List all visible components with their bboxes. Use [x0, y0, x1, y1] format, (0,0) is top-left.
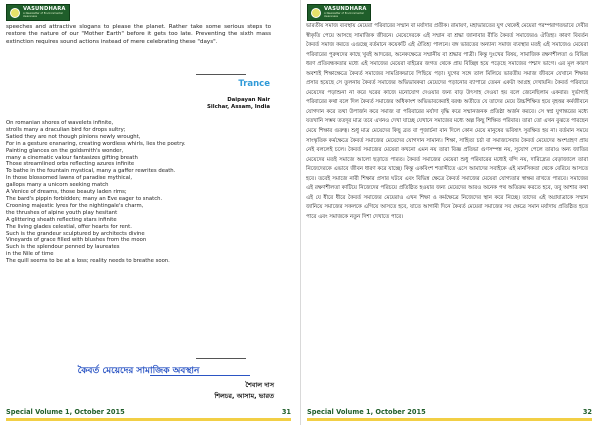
article-title-underline — [150, 375, 250, 376]
poem-line: The quill seems to be at a loss; reality needs to breathe soon. — [6, 258, 170, 265]
poem-line: gallops many a unicorn seeking match — [6, 182, 109, 189]
footer-right — [307, 407, 592, 421]
article-title: কৈবর্ত মেয়েদের সামাজিক অবস্থান — [77, 366, 200, 376]
poem-line: On romanian shores of wavelets infinite, — [6, 120, 114, 126]
poem-line: strolls many a draculian bird for drops sultry; — [6, 126, 126, 133]
divider-rule — [196, 74, 246, 75]
globe-logo-icon — [10, 8, 20, 18]
masthead-text — [324, 7, 370, 18]
poem-line: in the Nile of time — [6, 251, 54, 258]
poem-body — [6, 120, 276, 265]
poem-byline — [8, 97, 270, 111]
masthead-right — [307, 4, 371, 21]
poem-line: A glittering sheath reflecting stars infinite — [6, 216, 117, 223]
poem-line: many a cinematic valour fantasizes gifting breath — [6, 154, 138, 161]
masthead-subtitle: A Newsletter of Environmental Awareness — [324, 12, 364, 18]
footer-volume: Special Volume 1, October 2015 — [6, 408, 125, 416]
footer-left — [6, 407, 291, 421]
poem-line: In those blossomed lawns of paradise mythical, — [6, 175, 133, 182]
page-number: 32 — [582, 408, 592, 416]
masthead-title: VASUNDHARA — [23, 5, 66, 12]
poem-line: Crooning majestic lyres for the nightingale's charm, — [6, 202, 144, 209]
poem-line: Satied they are not though pinions newly wrought, — [6, 133, 141, 140]
article-place: শিলচর, আসাম, ভারত — [214, 392, 274, 400]
globe-logo-icon — [311, 8, 321, 18]
masthead-text — [23, 7, 69, 18]
page-number: 31 — [281, 408, 291, 416]
poem-title: Trance — [238, 79, 270, 89]
poem-line: The living glades celestial, offer hearts for rent. — [6, 223, 132, 230]
masthead-title: VASUNDHARA — [324, 5, 367, 12]
poem-line: the thrushes of alpine youth play hesitant — [6, 209, 118, 216]
poem-line: The bard's pippin forbidden; many an Eve eager to snatch. — [6, 195, 163, 202]
masthead-subtitle: A Newsletter of Environmental Awareness — [23, 12, 63, 18]
poem-line: Such is the splendour penned by laureates — [6, 244, 120, 251]
poem-author: Daipayan Nair — [227, 97, 270, 103]
poem-line: Painting glances on the goldsmith's wonder, — [6, 147, 124, 154]
footer-volume: Special Volume 1, October 2015 — [307, 408, 426, 416]
poem-line: Vineyards of grace filled with blushes from the moon — [6, 237, 147, 244]
poem-line: A Venice of dreams, those beauty laden rims; — [6, 189, 127, 196]
poem-line: Such is the grandeur sculptured by architects divine — [6, 230, 145, 237]
masthead-left — [6, 4, 70, 21]
poem-line: For in a gesture ensnaring, creating wordless whirls, lies the poetry. — [6, 140, 186, 147]
article-body: ভারতীয় সমাজ ব্যবস্থায় মেয়েরা পরিবারের সম্মান বা মর্যাদার প্রতীক। রামায়ণ, মহাভারতের যুগ থেকেই মেয়েরা পরম্পরাগতভাবে দেবীর স্বীকৃতি পেয়ে আসছে সামাজিক জীবনে। মেয়েদেরকে এই সম্মান বা শ্রদ্ধা জানাবার রীতি কৈবর্ত সমাজেরও ঐতিহ্য। কারণ বিবর্তন কৈবর্ত সমাজ করতে এগুচ্ছে বর্তমানে কয়েকটি এই ঐতিহ্য পালনে। বঙ্গ ভারতের অন্যান্য সমাজ ব্যবস্থার মতই এই সমাজেও মেয়েরা পরিবারের পুরুষদের কাছে খুবই আদরের, অনেকক্ষেত্রে সম্মানীয় বা শ্রদ্ধার পাত্রী। কিন্তু দুঃখের বিষয়, সামাজিক রক্ষণশীলতা ও বিভিন্ন ধরণ প্রতিবন্ধকতার মধ্যে এই সমাজের মেয়েরা বাইরের জগত থেকে প্রায় বিচ্ছিন্ন হয়ে পড়েছে সমাজের পশ্চাদ ভাগে। এর মূল কারণ অবশ্যই শিক্ষাক্ষেত্রে কৈবর্ত সমাজের সামগ্রিকভাবে পিছিয়ে পড়া। যুগের সঙ্গে তাল মিলিয়ে ভারতীয় সমাজ জীবনে যেখানে শিক্ষার প্রসার হয়েছে সে তুলনায় কৈবর্ত সমাজের অভিভাবকরা মেয়েদের পড়ানোর ব্যাপারে তেমন একটা আগ্রহ দেখায়নি। কৈবর্ত পরিবারে মেয়েদের পড়াশুনা না করে ঘরের কাজে মনোযোগ দেওয়ার জন্য বাড় উৎসাহ দেওয়া হয় বলে জেনেছিলাম একবার। দুর্ভাগ্যই পরিবারের কথা বলে দিল কৈবর্ত সমাজের অধিকাংশ অভিভাবকেরাই বরঞ্চ অতীতে যে তাদের মেয়ে উচ্চশিক্ষিত হয়ে বৃহত্তর কর্মজীবনে যোগদান করে তথা উপার্জন করে সমাজ বা পরিবারের মর্যাদা বৃদ্ধি করে সম্মানজনক প্রতিষ্ঠা অর্জন করবে। সে স্বপ্ন যুগান্তরের মধ্যে যতখানি সম্ভব ততদূর মাত্র তবে এখনও দেখা যাচ্ছে যেখানে সমাজের মধ্যে অল্প কিছু শিক্ষিত পরিবার। তারা তো এখন বুঝতে পারছেন মেয়ে শিক্ষার গুরুত্ব। শুধু মাত্র মেয়েদের কিছু ব্রত বা পূজার্চনা বান দিলে কোন মেয়ে মানুষের ভবিষ্যৎ সুরক্ষিত হয় না। বর্তমান সময়ে সাংস্কৃতিক কর্মক্ষেত্রে কৈবর্ত সমাজের মেয়েদের যোগদান সামান্য। শিক্ষা, সাহিত্য চর্চা বা সমাজসেবায় কৈবর্ত মেয়েদের অংশগ্রহণ প্রায় নেই বললেই চলে। কৈবর্ত সমাজের মেয়েরা কখনো এমন নয় তারা বিজ্ঞ প্রতিভা গুণসম্পন্ন নয়, সুযোগ পেলে তারাও অন্য জাতির মেয়েদের মতই সমাজে আলো ছড়াতে পারত। কৈবর্ত সমাজের মেয়েরা শুধু পরিবারের মধ্যেই বন্দি নয়, দারিদ্র্যের বেড়াজালে তারা নিজেদেরকে এভাবে জীবন ধারণ করে যাচ্ছে। কিন্তু একবিংশ শতাব্দীতে এসে আমাদের সবাইকে এই মানসিকতা থেকে বেরিয়ে আসতে হবে। তবেই সমাজে নারী শিক্ষার প্রসার ঘটবে এবং বিভিন্ন ক্ষেত্রে কৈবর্ত সমাজের মেয়েরা যোগ্যতার স্বাক্ষর রাখতে পারবে। সমাজের এই রক্ষণশীলতা কাটিয়ে নিজেদের পরিচয়ে প্রতিষ্ঠিত হওয়ার জন্য মেয়েদের আরও অনেক পথ অতিক্রম করতে হবে, তবু আশার কথা এই যে ধীরে ধীরে কৈবর্ত সমাজের মেয়েরাও এখন শিক্ষা ও কর্মক্ষেত্রে নিজেদের স্থান করে নিচ্ছে। তাদের এই অগ্রযাত্রাকে সম্মান জানিয়ে সমাজের সকলকে এগিয়ে আসতে হবে, যাতে আগামী দিনে কৈবর্ত মেয়েরা সমাজের সব ক্ষেত্রে সমান মর্যাদায় প্রতিষ্ঠিত হতে পারে এবং সমাজকে নতুন দিশা দেখাতে পারে। — [306, 23, 588, 220]
divider-rule — [196, 358, 246, 359]
poem-line: Those streamlined orbs reflecting azures infinite — [6, 161, 135, 168]
poem-line: To bathe in the fountain mystical, many a gaffer rewrites death. — [6, 168, 176, 175]
article-author: শৈবাল দাস — [245, 381, 274, 389]
intro-paragraph: speeches and attractive slogans to please the planet. Rather take some serious steps to restore the nature of our "Mother Earth" before it gets too late. Preventing the sixth mass extinction requires sound actions instead of mere celebrating these "days". — [6, 24, 271, 45]
poem-affiliation: Silchar, Assam, India — [207, 104, 270, 110]
